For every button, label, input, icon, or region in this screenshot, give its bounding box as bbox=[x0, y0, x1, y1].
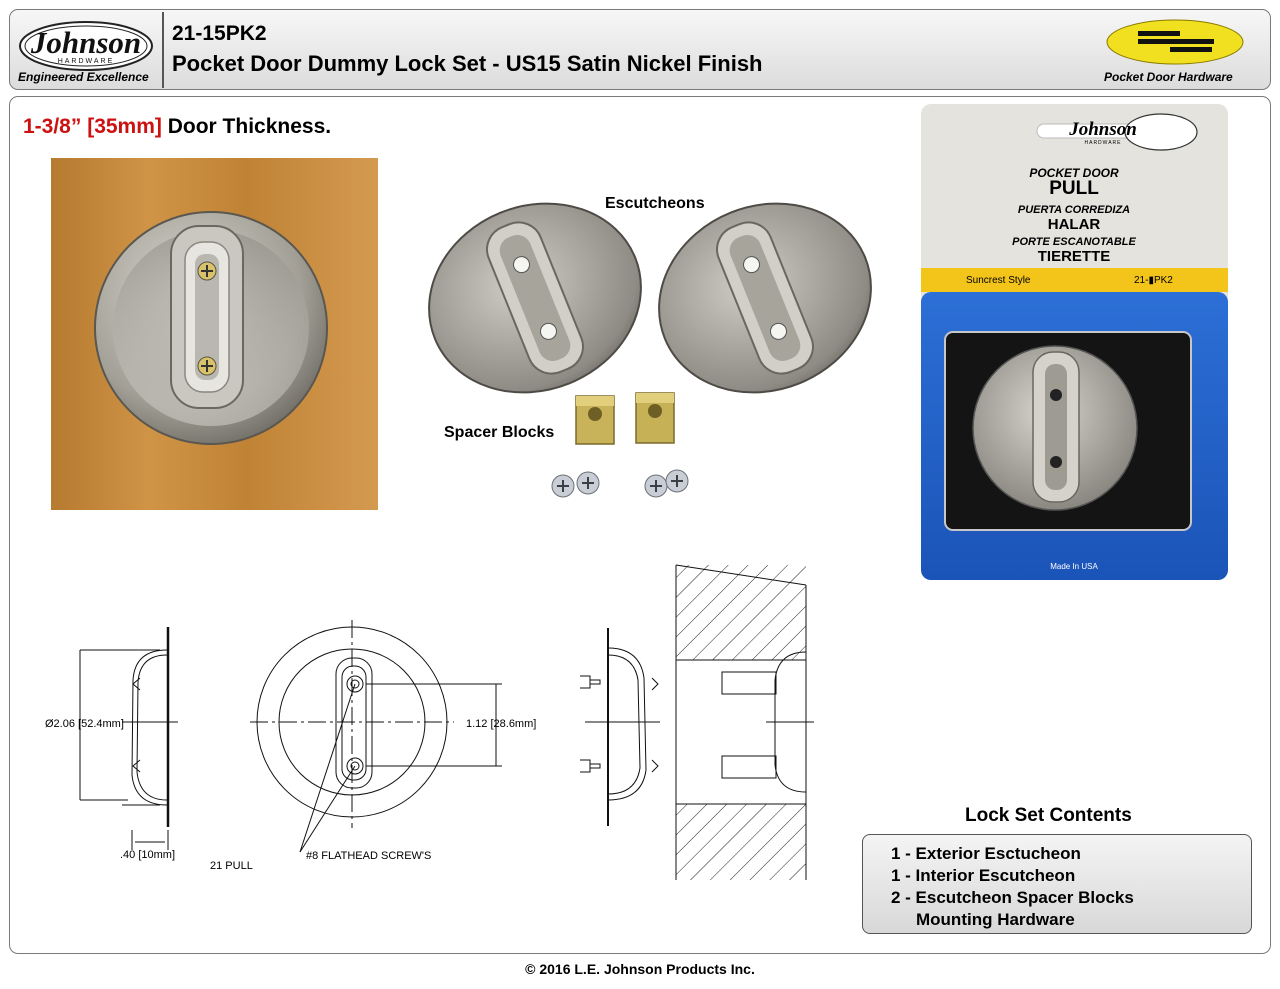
contents-item: 1 - Exterior Esctucheon bbox=[891, 844, 1081, 863]
package-line4: HALAR bbox=[1047, 216, 1101, 233]
dim-hole-spacing: 1.12 [28.6mm] bbox=[466, 718, 537, 730]
thickness-text: Door Thickness. bbox=[161, 115, 332, 138]
logo-wordmark: Johnson bbox=[30, 25, 142, 60]
pocket-door-icon bbox=[1104, 17, 1246, 67]
contents-item: 2 - Escutcheon Spacer Blocks bbox=[891, 888, 1134, 907]
contents-item: Mounting Hardware bbox=[916, 910, 1075, 929]
contents-title: Lock Set Contents bbox=[965, 805, 1132, 826]
spacer-blocks-label: Spacer Blocks bbox=[444, 424, 555, 441]
package-made-in: Made In USA bbox=[1050, 562, 1098, 571]
spacer-block-1 bbox=[576, 396, 614, 444]
part-number: 21-15PK2 bbox=[172, 22, 267, 45]
package-style: Suncrest Style bbox=[966, 275, 1031, 286]
category-label: Pocket Door Hardware bbox=[1104, 70, 1233, 84]
package-line2: PULL bbox=[1049, 178, 1099, 199]
thickness-value: 1-3/8” [35mm] bbox=[23, 115, 162, 138]
logo-subtitle: HARDWARE bbox=[57, 58, 115, 65]
dim-screws: #8 FLATHEAD SCREW'S bbox=[306, 850, 432, 862]
package-brand-sub: HARDWARE bbox=[1084, 140, 1122, 146]
door-thickness-heading bbox=[23, 115, 331, 139]
installed-pull-photo bbox=[51, 158, 378, 510]
package-brand: Johnson bbox=[1069, 119, 1137, 140]
copyright: © 2016 L.E. Johnson Products Inc. bbox=[525, 961, 755, 977]
escutcheons-label: Escutcheons bbox=[605, 195, 705, 212]
package-text bbox=[924, 104, 1224, 580]
package-line5: PORTE ESCANOTABLE bbox=[1012, 236, 1136, 248]
package-line1: POCKET DOOR bbox=[1029, 166, 1119, 180]
product-title: Pocket Door Dummy Lock Set - US15 Satin Nickel Finish bbox=[172, 51, 763, 76]
model-label: 21 PULL bbox=[210, 860, 253, 872]
spacer-block-2 bbox=[636, 393, 674, 443]
contents-box bbox=[862, 834, 1252, 934]
package-line6: TIERETTE bbox=[1037, 248, 1111, 265]
brand-tagline: Engineered Excellence bbox=[18, 70, 149, 84]
dim-depth: .40 [10mm] bbox=[120, 849, 176, 861]
package-line3: PUERTA CORREDIZA bbox=[1017, 204, 1131, 216]
package-code: 21-▮PK2 bbox=[1134, 275, 1173, 286]
dim-diameter: Ø2.06 [52.4mm] bbox=[45, 718, 124, 730]
contents-item: 1 - Interior Escutcheon bbox=[891, 866, 1076, 885]
escutcheons-photo bbox=[420, 200, 880, 500]
technical-drawing bbox=[40, 560, 850, 880]
header-divider bbox=[162, 12, 164, 88]
